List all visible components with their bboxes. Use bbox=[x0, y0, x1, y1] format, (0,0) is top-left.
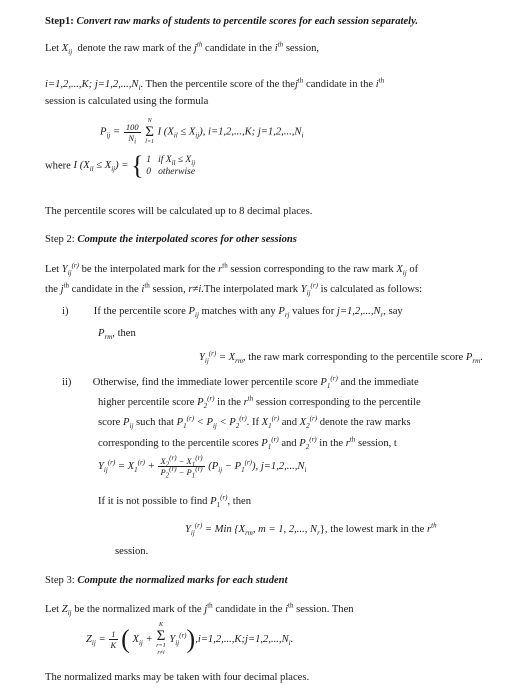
min-formula: $Y_{ij}^{(r)}$ = Min {$X_{rm}$, m = 1, 2,..., $N_r$}, the lowest mark in the $r^{th}$ bbox=[185, 521, 437, 538]
text: The interpolated mark bbox=[203, 284, 299, 295]
text: Let bbox=[45, 604, 60, 615]
step3-heading bbox=[45, 575, 288, 586]
text: , say bbox=[383, 306, 403, 317]
indicator: I (X bbox=[157, 126, 174, 138]
sup-th: th bbox=[196, 40, 203, 49]
text: corresponding to the percentile scores bbox=[98, 438, 259, 449]
text: be the interpolated mark for the bbox=[81, 264, 216, 275]
text: and bbox=[281, 417, 297, 428]
step1-title: Convert raw marks of students to percentile scores for each session separately bbox=[76, 16, 416, 27]
text: . If bbox=[246, 417, 260, 428]
text: session, bbox=[152, 284, 186, 295]
text: be the normalized mark of the bbox=[74, 604, 202, 615]
text: is calculated as follows: bbox=[320, 284, 423, 295]
step1-label: Step1: bbox=[45, 16, 74, 27]
case-value: 0 bbox=[146, 167, 151, 177]
sum-top: N bbox=[147, 118, 152, 124]
text: in the bbox=[319, 438, 344, 449]
step1-heading bbox=[45, 16, 418, 27]
indicator: I (X bbox=[73, 160, 90, 172]
item2-line3: score $P_{ij}$ such that $P_1^{(r)} < P_{ij} < P_2^{(r)}$. If $X_1^{(r)}$ and $X_2^{(r)}$ denote the raw marks bbox=[98, 414, 411, 431]
step1-intro: Let $X_{ij}$ denote the raw mark of the $j^{th}$ candidate in the $i^{th}$ session, bbox=[45, 40, 320, 57]
step1-title-end: . bbox=[415, 16, 419, 27]
case-cond: otherwise bbox=[158, 167, 196, 177]
fraction: $\frac{100}{N_i}$ bbox=[125, 121, 139, 146]
item-number: ii) bbox=[62, 377, 72, 388]
step1-method bbox=[45, 96, 208, 107]
text: If it is not possible to find bbox=[98, 496, 208, 507]
text: candidate in the bbox=[306, 79, 374, 90]
text: . bbox=[290, 633, 294, 645]
step2-heading bbox=[45, 234, 297, 245]
formula-range: ), i=1,2,...,K; j=1,2,...,N bbox=[199, 126, 302, 138]
text: session corresponding to the raw mark bbox=[230, 264, 394, 275]
text: , then bbox=[227, 496, 252, 507]
text: in the bbox=[217, 397, 242, 408]
text: and bbox=[281, 438, 297, 449]
case-value: 1 bbox=[146, 155, 151, 165]
item2-line4: corresponding to the percentile scores $P_1^{(r)}$ and $P_2^{(r)}$ in the $r^{th}$ session, t bbox=[98, 435, 397, 452]
text: where bbox=[45, 160, 71, 172]
min-expr: = Min {X bbox=[204, 524, 246, 535]
text: candidate in the bbox=[205, 43, 273, 54]
text: session, bbox=[285, 43, 320, 54]
step1-range-line: i=1,2,...,K; $j=1,2,...,N_i$. Then the percentile score of the thej$^{th}$ candidate in the $i^{th}$ bbox=[45, 76, 385, 93]
sup-th: th bbox=[297, 76, 304, 85]
text: of bbox=[409, 264, 419, 275]
item1-equation: $Y_{ij}^{(r)} = X_{rm}$, the raw mark corresponding to the percentile score $P_{rm}$. bbox=[199, 349, 483, 366]
text: score bbox=[98, 417, 121, 428]
text: matches with any bbox=[201, 306, 276, 317]
text: candidate in the bbox=[71, 284, 139, 295]
fraction: $\frac{X_2^{(r)} - X_1^{(r)}}{P_2^{(r)} - P_1^{(r)}}$ bbox=[160, 454, 203, 480]
min-close: }, the lowest mark in the bbox=[319, 524, 425, 535]
not-possible-line: If it is not possible to find $P_1^{(r)}$, then bbox=[98, 493, 252, 510]
cases: 1 if $X_{il} \le X_{ij}$ 0 otherwise bbox=[146, 155, 196, 177]
text: and the immediate bbox=[340, 377, 419, 388]
min-tail: , m = 1, 2,..., N bbox=[252, 524, 318, 535]
text: denote the raw marks bbox=[319, 417, 411, 428]
step3-para: Let $Z_{ij}$ be the normalized mark of the $j^{th}$ candidate in the $i^{th}$ session. Then bbox=[45, 601, 354, 618]
sum-bottom: l=1 bbox=[145, 139, 154, 145]
text: session. Then bbox=[296, 604, 354, 615]
summation: N Σ l=1 bbox=[145, 118, 154, 145]
text: . Then the percentile score of the the bbox=[140, 79, 295, 90]
text: If the percentile score bbox=[93, 306, 186, 317]
session-word bbox=[115, 546, 148, 557]
sup-th: th bbox=[277, 40, 284, 49]
item2-line2: higher percentile score $P_2^{(r)}$ in the $r^{th}$ session corresponding to the percentile bbox=[98, 394, 421, 411]
summation: K Σ r=1 r≠i bbox=[156, 622, 166, 656]
text: the bbox=[45, 284, 58, 295]
text: denote the raw mark of the bbox=[77, 43, 192, 54]
sum-bottom: r=1 bbox=[156, 643, 166, 649]
text: session corresponding to the percentile bbox=[255, 397, 421, 408]
text: , then bbox=[112, 328, 136, 339]
step3-label: Step 3: bbox=[45, 575, 75, 586]
percentile-formula: $P_{ij}$ = $\frac{100}{N_i}$ N Σ l=1 I $(X_{il} \le X_{ij})$, i=1,2,...,K; $j=1,2,...,N_i$ bbox=[100, 118, 304, 146]
decimal-note bbox=[45, 206, 312, 217]
range: , j=1,2,...,N bbox=[255, 460, 305, 472]
final-note bbox=[45, 672, 309, 683]
sub-ij: ij bbox=[68, 48, 73, 57]
text: candidate in the bbox=[215, 604, 283, 615]
text: The percentile scores will be calculated up to 8 decimal places. bbox=[45, 206, 313, 217]
text: higher percentile score bbox=[98, 397, 195, 408]
sum-bottom-cond: r≠i bbox=[157, 650, 165, 656]
sum-top: K bbox=[158, 622, 163, 628]
text: session, t bbox=[358, 438, 397, 449]
text: such that bbox=[136, 417, 174, 428]
step3-title: Compute the normalized marks for each student bbox=[77, 575, 288, 586]
case-cond: if X bbox=[158, 155, 172, 165]
step2-para-line2: the $j^{th}$ candidate in the $i^{th}$ session, r≠i.The interpolated mark $Y_{ij}^{(r)}$ is calculated as follows: bbox=[45, 281, 423, 298]
step2-title: Compute the interpolated scores for other sessions bbox=[77, 234, 297, 245]
item2-line1: ii) Otherwise, find the immediate lower percentile score $P_1^{(r)}$ and the immediate bbox=[62, 374, 419, 391]
text: values for bbox=[292, 306, 335, 317]
text: session is calculated using the formula bbox=[45, 96, 209, 107]
item1-line2: $P_{rm}$, then bbox=[98, 328, 136, 342]
text: The normalized marks may be taken with four decimal places. bbox=[45, 672, 310, 683]
text: session. bbox=[115, 546, 149, 557]
item-number: i) bbox=[62, 306, 69, 317]
step2-para-line1: Let $Y_{ij}^{(r)}$ be the interpolated mark for the $r^{th}$ session corresponding to the raw mark $X_{ij}$ of bbox=[45, 261, 419, 278]
range: j=1,2,...,N bbox=[336, 306, 381, 317]
where-definition: where I $(X_{il} \le X_{ij})$ = { 1 if $X_{il} \le X_{ij}$ 0 otherwise bbox=[45, 151, 196, 180]
normalized-formula: $Z_{ij}$ = $\frac{1}{K}$ ( $X_{ij} + K$ Σ r=1 r≠i $Y_{ij}^{(r)}),i=1,2,...,K;j=1,2,...,N_i$. bbox=[86, 622, 294, 656]
var-x: X bbox=[61, 43, 69, 54]
interpolation-formula: $Y_{ij}^{(r)} = X_1^{(r)}$ + $\frac{X_2^{(r)} - X_1^{(r)}}{P_2^{(r)} - P_1^{(r)}}$ $(P_{ij} - P_1^{(r)})$, $j=1,2,...,N_i$ bbox=[98, 454, 307, 480]
text: Let bbox=[45, 43, 60, 54]
range: ,i=1,2,...,K;j=1,2,...,N bbox=[195, 633, 289, 645]
text: Otherwise, find the immediate lower percentile score bbox=[92, 377, 318, 388]
item1-line1: i) If the percentile score $P_{ij}$ matches with any $P_{rj}$ values for $j=1,2,...,N_r$, say bbox=[62, 306, 403, 320]
text: Let bbox=[45, 264, 60, 275]
numerator: 100 bbox=[125, 121, 139, 132]
text: the raw mark corresponding to the percentile score bbox=[248, 352, 464, 363]
range: i=1,2,...,K; j=1,2,...,N bbox=[45, 79, 139, 90]
step2-label: Step 2: bbox=[45, 234, 75, 245]
